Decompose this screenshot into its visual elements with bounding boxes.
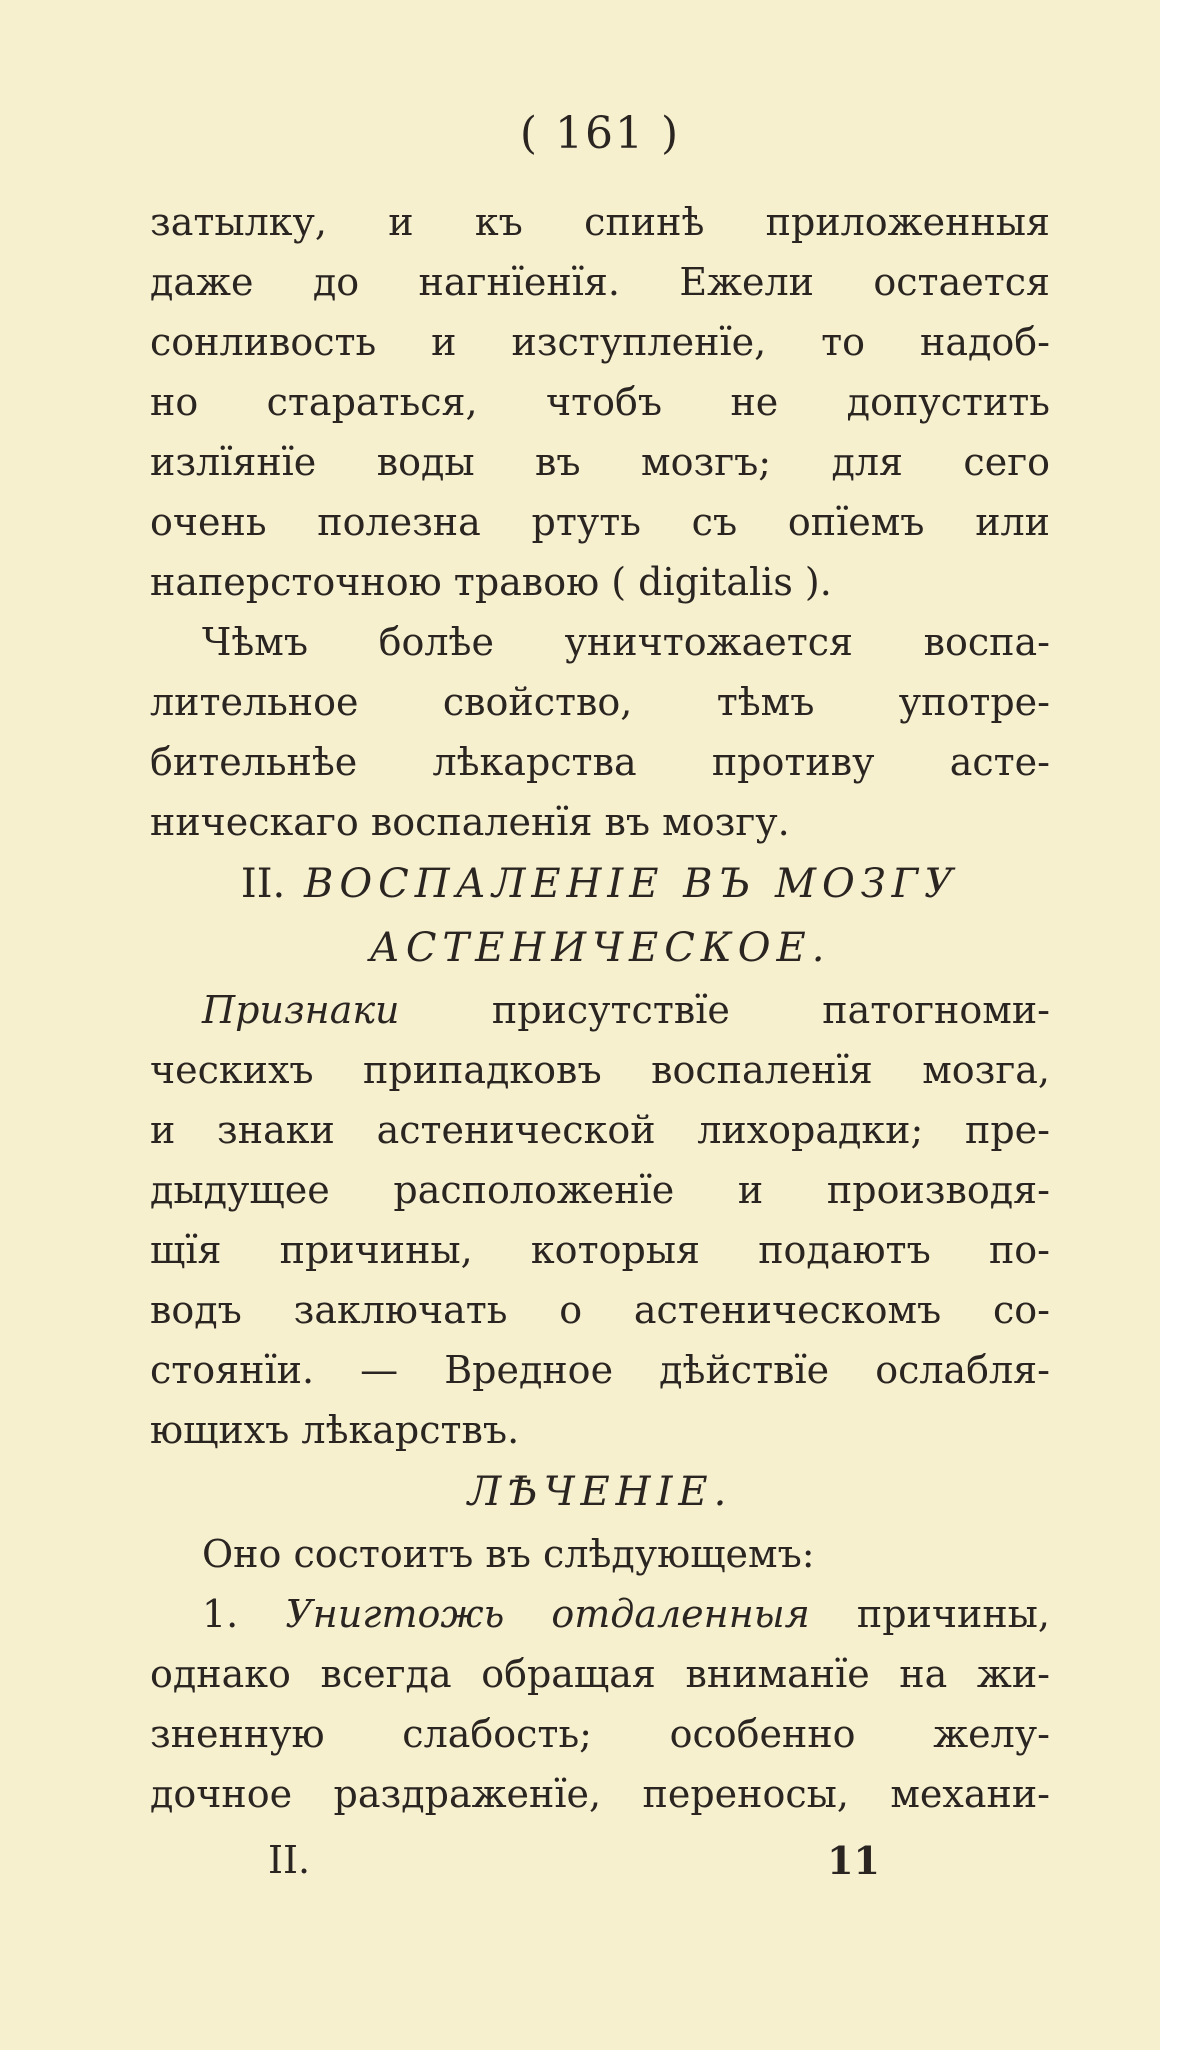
line-text: причины, xyxy=(856,1592,1050,1636)
text-line: дочное раздраженїе, переносы, механи- xyxy=(150,1772,1050,1816)
volume-mark: II. xyxy=(268,1838,311,1882)
text-line: излїянїе воды въ мозгъ; для сего xyxy=(150,440,1050,484)
text-line: но стараться, чтобъ не допустить xyxy=(150,380,1050,424)
text-line: зненную слабость; особенно желу- xyxy=(150,1712,1050,1756)
text-line: однако всегда обращая вниманїе на жи- xyxy=(150,1652,1050,1696)
text-line: Оно состоитъ въ слѣдующемъ: xyxy=(202,1532,815,1576)
italic-term: Признаки xyxy=(202,988,400,1032)
text-line: сонливость и изступленїе, то надоб- xyxy=(150,320,1050,364)
text-line: ческихъ припадковъ воспаленїя мозга, xyxy=(150,1048,1050,1092)
section-heading xyxy=(150,852,1050,916)
section-title-line-2: АСТЕНИЧЕСКОЕ. xyxy=(369,925,831,971)
text-line: лительное свойство, тѣмъ употре- xyxy=(150,680,1050,724)
page-footer xyxy=(150,1838,1050,1898)
page-number: ( 161 ) xyxy=(519,108,681,159)
italic-term: Унигтожь отдаленныя xyxy=(285,1592,810,1636)
text-line: очень полезна ртуть съ опїемъ или xyxy=(150,500,1050,544)
text-line: затылку, и къ спинѣ приложенныя xyxy=(150,200,1050,244)
text-body xyxy=(150,192,1050,1824)
text-line: водъ заключать о астеническомъ со- xyxy=(150,1288,1050,1332)
text-line: ническаго воспаленїя въ мозгу. xyxy=(150,800,790,844)
section-title-line-1: ВОСПАЛЕНIЕ ВЪ МОЗГУ xyxy=(303,861,960,907)
list-number: 1. xyxy=(202,1592,239,1636)
line-text: присутствїе патогноми- xyxy=(491,988,1050,1032)
text-line: и знаки астенической лихорадки; пре- xyxy=(150,1108,1050,1152)
treatment-heading: ЛѢЧЕНIЕ. xyxy=(467,1469,733,1515)
text-line: дыдущее расположенїе и производя- xyxy=(150,1168,1050,1212)
text-line: бительнѣе лѣкарства противу асте- xyxy=(150,740,1050,784)
signature-mark: 11 xyxy=(827,1838,880,1883)
text-line: щїя причины, которыя подаютъ по- xyxy=(150,1228,1050,1272)
text-line xyxy=(150,980,1050,1040)
section-number: II. xyxy=(240,861,286,907)
text-line: ющихъ лѣкарствъ. xyxy=(150,1408,520,1452)
page-margin xyxy=(1160,0,1193,2050)
text-line: Чѣмъ болѣе уничтожается воспа- xyxy=(202,620,1050,664)
text-line: даже до нагнїенїя. Ежели остается xyxy=(150,260,1050,304)
text-line: наперсточною травою ( digitalis ). xyxy=(150,560,832,604)
text-line: стоянїи. — Вредное дѣйствїе ослабля- xyxy=(150,1348,1050,1392)
text-line xyxy=(150,1584,1050,1644)
